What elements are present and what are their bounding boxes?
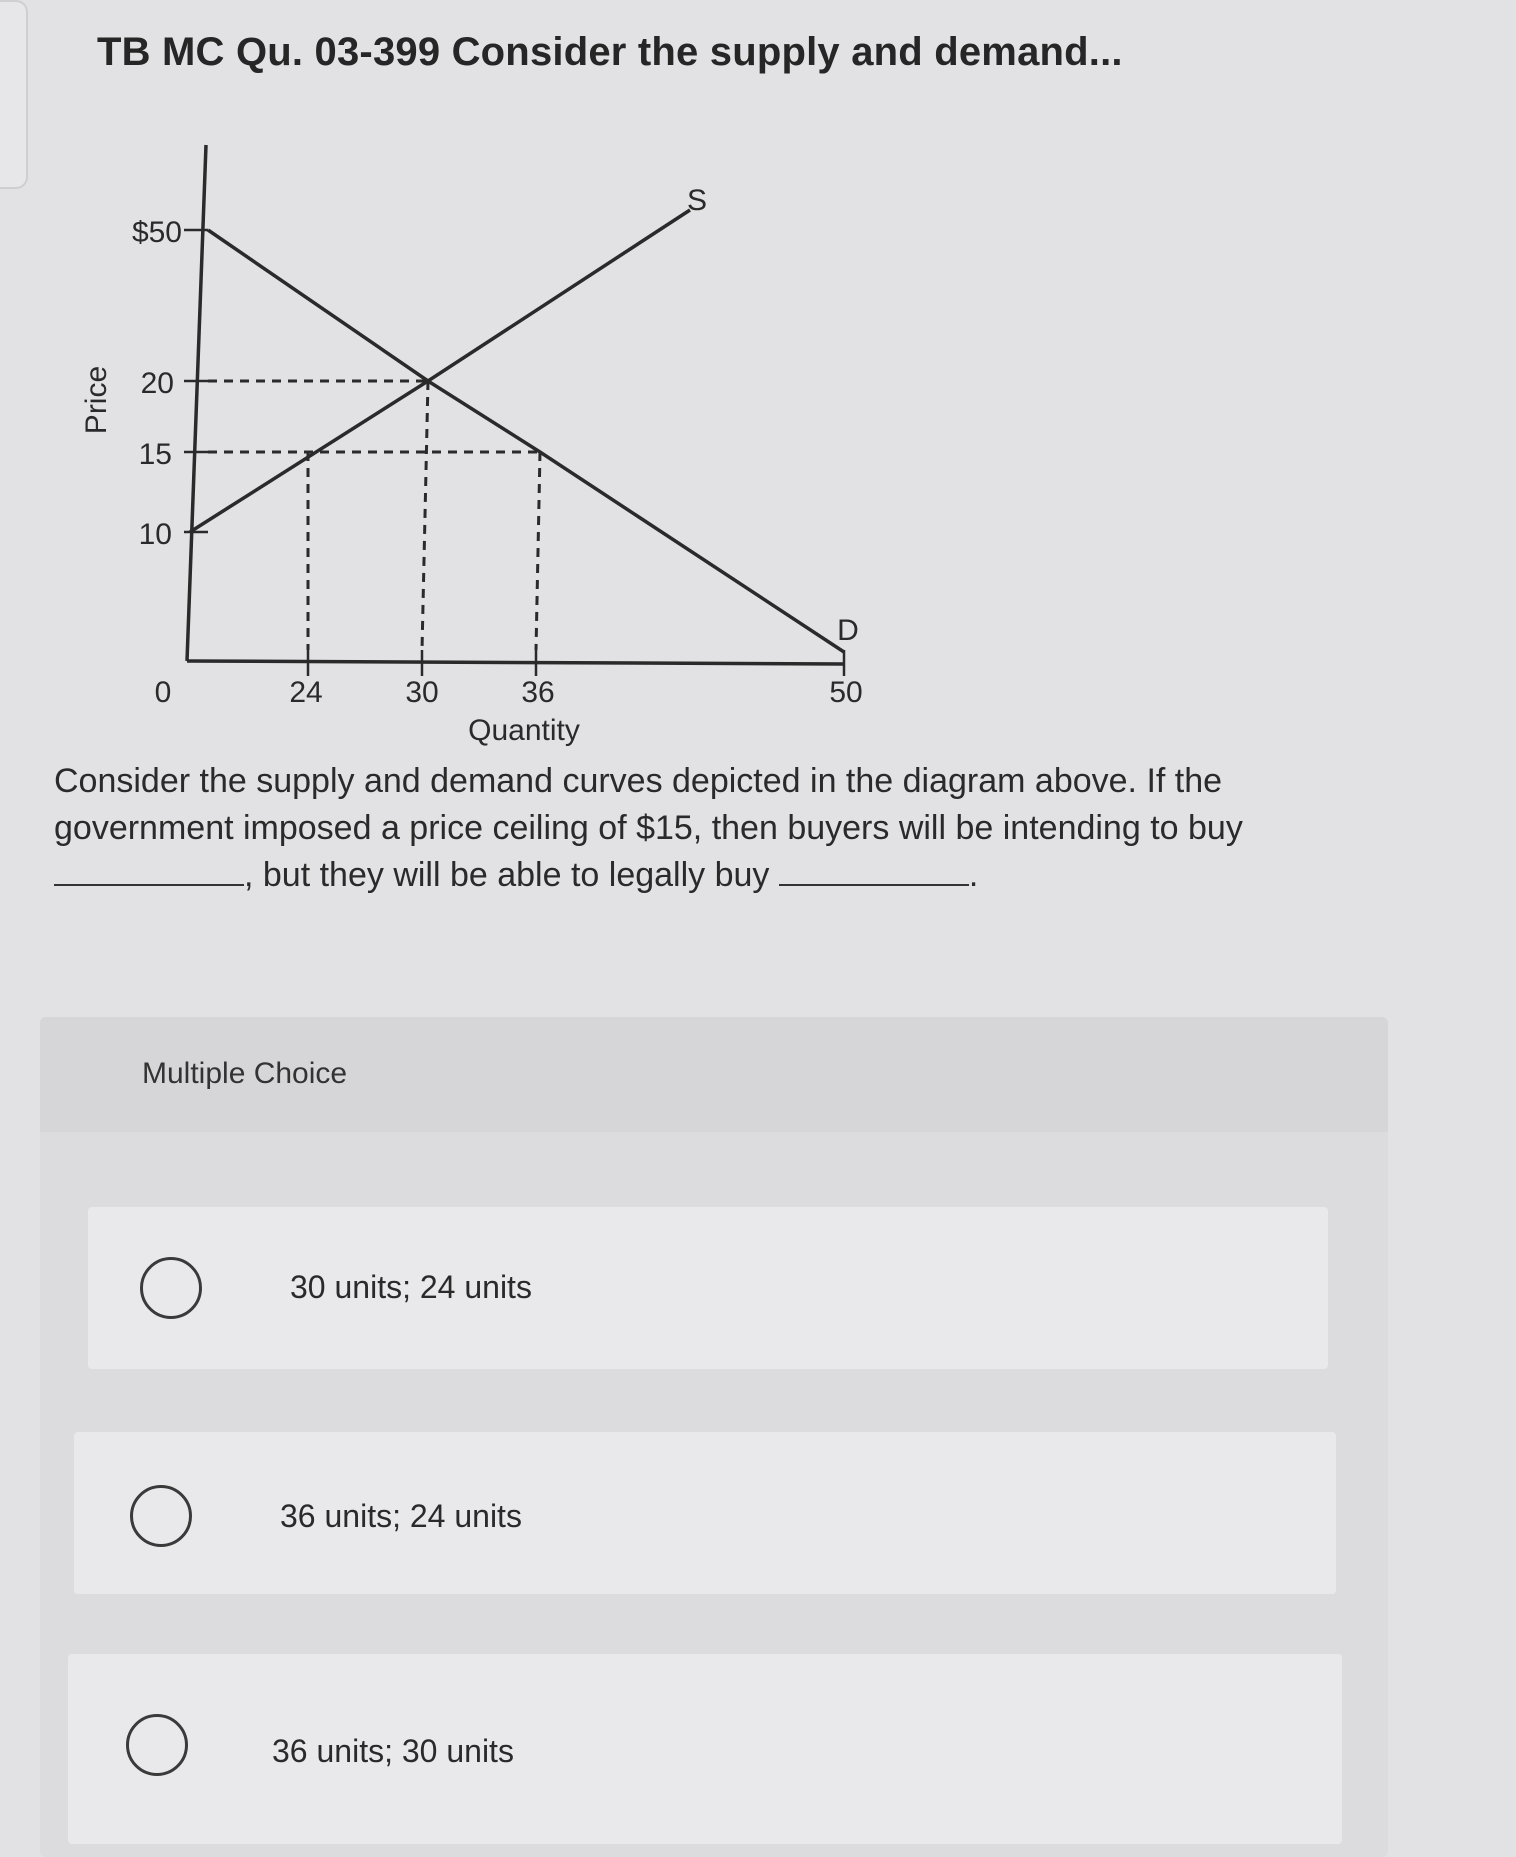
multiple-choice-label: Multiple Choice [142,1057,348,1090]
question-text [54,758,1374,899]
answer-blank-1 [54,854,244,886]
x-tick-label: 30 [405,676,439,709]
choice-option-b[interactable] [74,1432,1336,1594]
choice-c-text: 36 units; 30 units [272,1733,514,1769]
supply-label: S [686,184,708,217]
x-axis-label: Quantity [468,714,580,747]
supply-demand-diagram [0,120,920,760]
x-axis-line [187,661,844,664]
dashed-reference-line [422,381,428,650]
choice-b-text: 36 units; 24 units [280,1498,522,1534]
y-tick-label: 20 [140,367,174,400]
y-axis-label: Price [80,365,113,435]
choice-option-c[interactable] [68,1654,1342,1844]
multiple-choice-header [40,1017,1388,1132]
demand-label: D [837,614,859,647]
axes [184,145,844,676]
y-tick-label: 15 [138,438,172,471]
choice-a-text: 30 units; 24 units [290,1269,532,1305]
x-tick-label: 24 [289,676,323,709]
question-title: TB MC Qu. 03-399 Consider the supply and demand... [97,30,1123,74]
supply-curve [190,210,690,532]
curves [190,210,844,652]
radio-button-a[interactable] [140,1257,202,1319]
question-part-2: , but they will be able to legally buy [244,856,779,894]
choice-option-a[interactable] [88,1207,1328,1369]
radio-button-c[interactable] [126,1714,188,1776]
y-tick-label: $50 [131,216,182,249]
radio-button-b[interactable] [130,1485,192,1547]
x-tick-label: 0 [154,676,172,709]
x-tick-label: 50 [829,676,863,709]
multiple-choice-panel [40,1017,1388,1857]
y-axis-line [187,145,206,661]
x-tick-label: 36 [521,676,555,709]
dashed-reference-line [536,452,540,650]
answer-blank-2 [779,854,969,886]
y-tick-label: 10 [138,518,172,551]
question-part-1: Consider the supply and demand curves depicted in the diagram above. If the government imposed a price ceiling of $15, then buyers will be intending to buy [54,762,1243,847]
question-part-3: . [968,856,979,894]
demand-curve [208,230,844,652]
